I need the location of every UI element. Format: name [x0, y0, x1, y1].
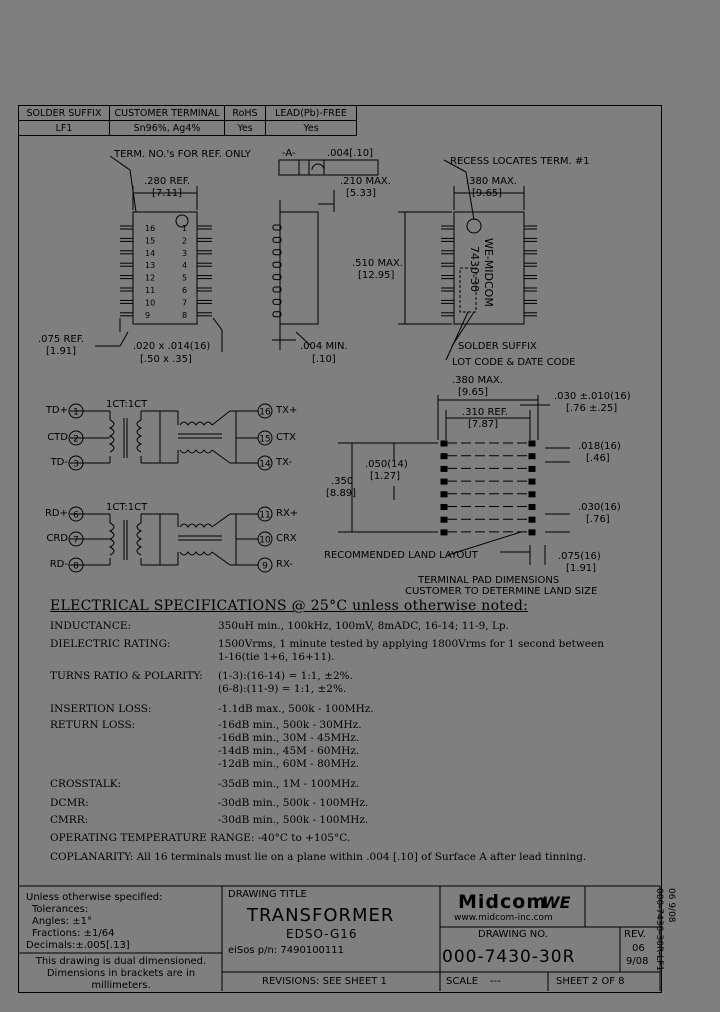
signal-label: CRX	[276, 533, 297, 544]
rev-value: 06	[632, 943, 645, 954]
land-note: TERMINAL PAD DIMENSIONS	[418, 575, 560, 586]
land-pad	[529, 441, 535, 446]
spec-label: DCMR:	[50, 797, 89, 809]
dim-text: .075(16)	[558, 551, 601, 562]
pin-number: 14	[145, 248, 156, 258]
sheet-number: SHEET 2 OF 8	[556, 976, 625, 987]
pin-number: 4	[182, 261, 188, 271]
land-pad	[441, 530, 447, 535]
table-header: RoHS	[225, 106, 266, 121]
pin-number: 2	[73, 434, 79, 445]
dim-text: .030(16)	[578, 502, 621, 513]
dim-text: [.46]	[586, 453, 610, 464]
spec-value: 1500Vrms, 1 minute tested by applying 1800Vrms for 1 second between 1-16(tie 1+6, 16+11).	[218, 638, 604, 663]
dim-text: .310 REF.	[462, 407, 509, 418]
dim-text: .210 MAX.	[340, 176, 391, 187]
pin-number: 3	[182, 248, 188, 258]
dual-dim-note: This drawing is dual dimensioned. Dimensions in brackets are in millimeters.	[35, 956, 207, 991]
dim-text: .018(16)	[578, 441, 621, 452]
spec-value: -35dB min., 1M - 100MHz.	[218, 778, 360, 790]
scale-label: SCALE	[446, 976, 479, 987]
land-pad	[529, 492, 535, 497]
dim-text: .050(14)	[365, 459, 408, 470]
dim-text: [8.89]	[326, 488, 357, 499]
drawing-title-label: DRAWING TITLE	[228, 889, 307, 900]
land-pad	[441, 441, 447, 446]
top-view-leads-right	[197, 226, 212, 316]
table-cell: Yes	[266, 121, 357, 136]
pin-number: 5	[182, 273, 188, 283]
land-pad	[441, 466, 447, 471]
signal-label: RX-	[276, 559, 293, 570]
rx-schematic	[70, 514, 258, 565]
pin-number: 10	[145, 298, 156, 308]
spec-label: INDUCTANCE:	[50, 620, 132, 632]
pin-number: 15	[145, 236, 156, 246]
spec-label: TURNS RATIO & POLARITY:	[50, 670, 203, 682]
pin-number: 7	[182, 298, 188, 308]
land-pad	[441, 454, 447, 459]
signal-label: CTD	[47, 432, 68, 443]
land-pad	[529, 454, 535, 459]
dim-text: [1.91]	[566, 563, 597, 574]
land-note: CUSTOMER TO DETERMINE LAND SIZE	[405, 586, 598, 597]
pin-number: 15	[259, 434, 271, 445]
spec-label: CMRR:	[50, 814, 89, 826]
table-header: CUSTOMER TERMINAL	[110, 106, 225, 121]
table-header: LEAD(Pb)-FREE	[266, 106, 357, 121]
spec-label: RETURN LOSS:	[50, 719, 136, 731]
signal-label: RX+	[276, 508, 299, 519]
dim-text: .350	[331, 476, 354, 487]
dim-text: [5.33]	[346, 188, 377, 199]
spec-label: DIELECTRIC RATING:	[50, 638, 171, 650]
turns-ratio: 1CT:1CT	[106, 502, 148, 513]
pin-number: 16	[145, 224, 156, 233]
spec-coplanarity: COPLANARITY: All 16 terminals must lie on a plane within .004 [.10] of Surface A after lead tinning.	[50, 851, 587, 863]
dim-text: .380 MAX.	[466, 176, 517, 187]
land-layout-label: RECOMMENDED LAND LAYOUT	[324, 550, 478, 561]
spec-label: CROSSTALK:	[50, 778, 122, 790]
spec-value: -1.1dB max., 500k - 100MHz.	[218, 703, 374, 715]
part-marking: 7430-30	[468, 246, 481, 292]
pin-number: 11	[259, 510, 271, 521]
end-view-leads-right	[524, 226, 537, 316]
dim-text: [.50 x .35]	[140, 354, 192, 365]
top-view-leads-left	[120, 226, 133, 316]
flatness-callout: .004[.10]	[327, 148, 373, 159]
drawing-no-label: DRAWING NO.	[478, 929, 548, 940]
pin-number: 13	[145, 261, 156, 271]
recess-callout: RECESS LOCATES TERM. #1	[450, 156, 590, 167]
drawing-title: TRANSFORMER	[247, 905, 395, 926]
top-view-body	[133, 212, 197, 324]
pin-number: 1	[182, 224, 188, 233]
spec-value: -30dB min., 500k - 100MHz.	[218, 814, 369, 826]
spec-value: (1-3):(16-14) = 1:1, ±2%. (6-8):(11-9) = 1:1, ±2%.	[218, 670, 353, 695]
pin-number: 6	[182, 286, 188, 295]
end-view-leads-left	[441, 226, 454, 316]
dim-text: [.76 ±.25]	[566, 403, 618, 414]
spec-value: 350uH min., 100kHz, 100mV, 8mADC, 16-14; 11-9, Lp.	[218, 620, 509, 632]
table-header: SOLDER SUFFIX	[19, 106, 110, 121]
signal-label: TD-	[50, 457, 68, 468]
pin-number: 11	[145, 286, 156, 295]
spec-title: ELECTRICAL SPECIFICATIONS @ 25°C unless otherwise noted:	[50, 598, 529, 614]
spec-value: -30dB min., 500k - 100MHz.	[218, 797, 369, 809]
dim-text: .510 MAX.	[352, 258, 403, 269]
table-cell: Sn96%, Ag4%	[110, 121, 225, 136]
pin-number: 7	[73, 535, 79, 546]
lot-code-callout: LOT CODE & DATE CODE	[452, 357, 576, 368]
table-cell: Yes	[225, 121, 266, 136]
dim-text: [.76]	[586, 514, 610, 525]
solder-suffix-callout: SOLDER SUFFIX	[458, 341, 537, 352]
land-pad	[529, 517, 535, 522]
tolerance-note: Unless otherwise specified: Tolerances: Angles: ±1° Fractions: ±1/64 Decimals:±.005[.13]	[26, 892, 163, 951]
pin-number: 10	[259, 535, 271, 546]
land-pad	[441, 505, 447, 510]
eisos-part-number: eiSos p/n: 7490100111	[228, 945, 345, 956]
pin-number: 3	[73, 459, 79, 470]
signal-label: TX-	[276, 457, 293, 468]
pin-number: 6	[73, 510, 79, 521]
signal-label: RD+	[44, 508, 68, 519]
midcom-logo: Midcom WE www.midcom-inc.com	[454, 891, 571, 923]
land-pad	[529, 466, 535, 471]
side-part-number: 000-7430-30R-LF1	[654, 888, 664, 972]
land-pad	[441, 479, 447, 484]
land-pad	[441, 517, 447, 522]
pin-number: 16	[259, 407, 271, 418]
dim-text: .075 REF.	[38, 334, 85, 345]
dim-text: [9.65]	[458, 387, 489, 398]
dim-text: .280 REF.	[144, 176, 191, 187]
rev-date: 9/08	[626, 956, 649, 967]
dim-text: [1.91]	[46, 346, 77, 357]
spec-temperature: OPERATING TEMPERATURE RANGE: -40°C to +105°C.	[50, 832, 351, 844]
pin-number: 12	[145, 273, 156, 283]
scale-value: ---	[490, 976, 501, 987]
dim-text: [.10]	[312, 354, 336, 365]
schematic-pin-circles	[69, 404, 272, 572]
pin-number: 8	[182, 310, 188, 320]
drawing-subtitle: EDSO-G16	[286, 927, 358, 941]
dim-text: .030 ±.010(16)	[554, 391, 631, 402]
dim-text: .020 x .014(16)	[133, 341, 211, 352]
term-callout: TERM. NO.'s FOR REF. ONLY	[114, 149, 251, 160]
dim-text: [1.27]	[370, 471, 401, 482]
rev-label: REV.	[624, 929, 646, 940]
pin-number: 1	[73, 407, 79, 418]
signal-label: RD-	[49, 559, 68, 570]
spec-label: INSERTION LOSS:	[50, 703, 152, 715]
part-marking: WE-MIDCOM	[482, 238, 495, 307]
signal-label: CRD	[46, 533, 68, 544]
side-rev: 06 9/08	[666, 888, 676, 923]
table-cell: LF1	[19, 121, 110, 136]
datum-label: -A-	[282, 148, 296, 159]
tx-schematic	[70, 411, 258, 463]
pin-number: 2	[182, 236, 188, 246]
land-pad	[529, 479, 535, 484]
spec-value: -16dB min., 500k - 30MHz. -16dB min., 30M - 45MHz. -14dB min., 45M - 60MHz. -12dB min., 60M - 80MHz.	[218, 719, 362, 770]
dim-text: [7.11]	[152, 188, 183, 199]
pin-number: 14	[259, 459, 271, 470]
land-pad	[441, 492, 447, 497]
dim-text: [12.95]	[358, 270, 395, 281]
pin-number: 9	[262, 561, 268, 572]
dim-text: .380 MAX.	[452, 375, 503, 386]
pin-number: 9	[145, 310, 151, 320]
turns-ratio: 1CT:1CT	[106, 399, 148, 410]
signal-label: TX+	[276, 405, 298, 416]
dim-text: [9.65]	[472, 188, 503, 199]
signal-label: TD+	[45, 405, 68, 416]
dim-text: [7.87]	[468, 419, 499, 430]
land-pad	[529, 505, 535, 510]
dim-text: .004 MIN.	[300, 341, 348, 352]
land-pad	[529, 530, 535, 535]
drawing-number: 000-7430-30R	[442, 947, 576, 967]
pin-number: 8	[73, 561, 79, 572]
revisions-note: REVISIONS: SEE SHEET 1	[262, 976, 387, 987]
signal-label: CTX	[276, 432, 296, 443]
